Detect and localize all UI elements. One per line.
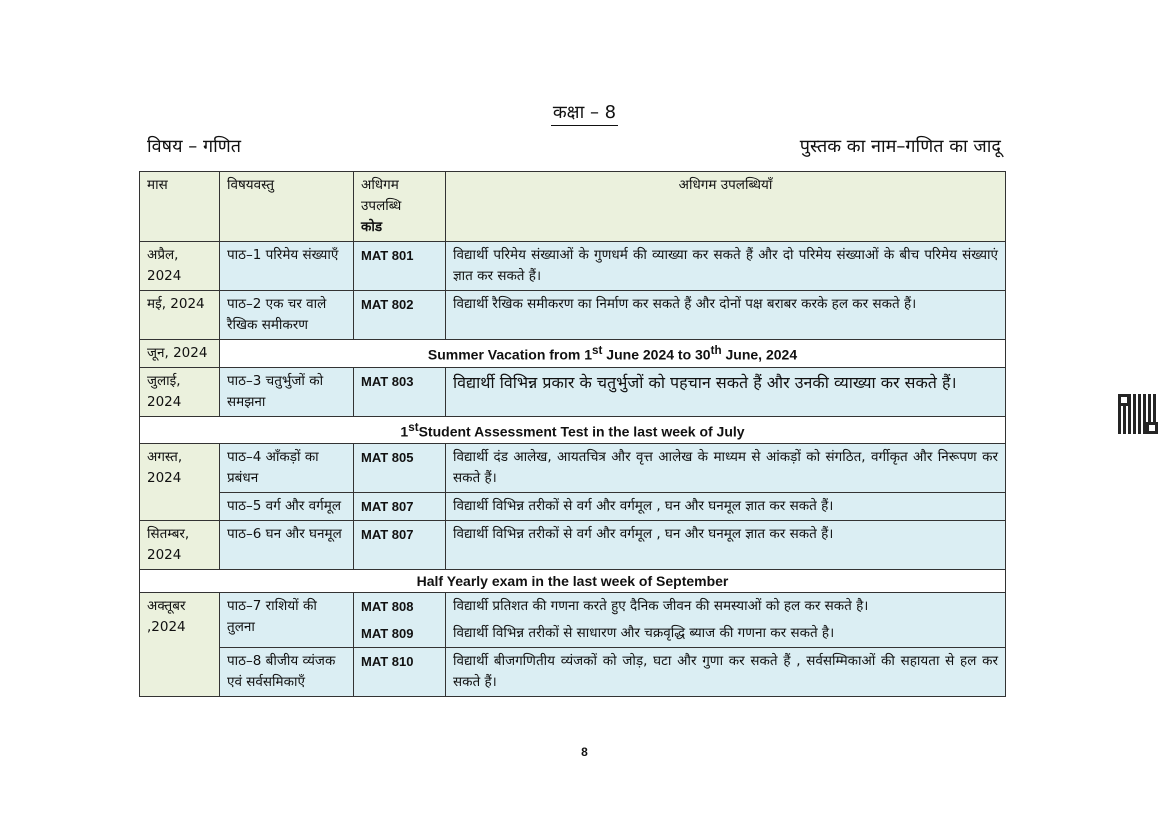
qr-code-icon <box>1118 394 1158 434</box>
month-cell: जुलाई, 2024 <box>140 368 220 417</box>
syllabus-table <box>139 171 1006 697</box>
code-cell: MAT 807 <box>354 520 446 569</box>
outcome-cell: विद्यार्थी प्रतिशत की गणना करते हुए दैनिक जीवन की समस्याओं को हल कर सकते है। विद्यार्थी विभिन्न तरीकों से साधारण और चक्रवृद्धि ब्याज की गणना कर सकते है। <box>446 592 1006 647</box>
book-name-label: पुस्तक का नाम–गणित का जादू <box>799 136 1001 157</box>
outcome-cell: विद्यार्थी दंड आलेख, आयतचित्र और वृत्त आलेख के माध्यम से आंकड़ों को संगठित, वर्गीकृत और निरूपण कर सकते हैं। <box>446 443 1006 492</box>
outcome-cell: विद्यार्थी परिमेय संख्याओं के गुणधर्म की व्याख्या कर सकते हैं और दो परिमेय संख्याओं के बीच परिमेय संख्याएं ज्ञात कर सकते हैं। <box>446 242 1006 291</box>
header-outcomes: अधिगम उपलब्धियाँ <box>446 172 1006 242</box>
table-row <box>140 569 1006 592</box>
code-cell: MAT 801 <box>354 242 446 291</box>
table-row <box>140 647 1006 696</box>
outcome-cell: विद्यार्थी बीजगणितीय व्यंजकों को जोड़, घटा और गुणा कर सकते हैं , सर्वसम्मिकाओं की सहायता से हल कर सकते हैं। <box>446 647 1006 696</box>
page-number: 8 <box>581 745 588 759</box>
content-cell: पाठ–2 एक चर वाले रैखिक समीकरण <box>220 291 354 340</box>
assessment-banner: 1stStudent Assessment Test in the last week of July <box>140 417 1006 444</box>
table-row <box>140 520 1006 569</box>
table-row <box>140 242 1006 291</box>
code-cell: MAT 802 <box>354 291 446 340</box>
table-row <box>140 291 1006 340</box>
header-content: विषयवस्तु <box>220 172 354 242</box>
header-month: मास <box>140 172 220 242</box>
table-row <box>140 340 1006 368</box>
content-cell: पाठ–1 परिमेय संख्याएँ <box>220 242 354 291</box>
class-title: कक्षा – 8 <box>0 100 1169 124</box>
table-header-row <box>140 172 1006 242</box>
half-yearly-banner: Half Yearly exam in the last week of September <box>140 569 1006 592</box>
month-cell: अगस्त, 2024 <box>140 443 220 520</box>
month-cell: मई, 2024 <box>140 291 220 340</box>
code-cell: MAT 805 <box>354 443 446 492</box>
content-cell: पाठ–3 चतुर्भुजों को समझना <box>220 368 354 417</box>
month-cell: अप्रैल, 2024 <box>140 242 220 291</box>
code-cell: MAT 803 <box>354 368 446 417</box>
table-row <box>140 592 1006 647</box>
subject-label: विषय – गणित <box>147 136 242 157</box>
table-row <box>140 492 1006 520</box>
content-cell: पाठ–6 घन और घनमूल <box>220 520 354 569</box>
month-cell: सितम्बर, 2024 <box>140 520 220 569</box>
summer-vacation-banner: Summer Vacation from 1st June 2024 to 30th June, 2024 <box>220 340 1006 368</box>
content-cell: पाठ–4 आँकड़ों का प्रबंधन <box>220 443 354 492</box>
table-row <box>140 417 1006 444</box>
content-cell: पाठ–5 वर्ग और वर्गमूल <box>220 492 354 520</box>
outcome-cell: विद्यार्थी विभिन्न तरीकों से वर्ग और वर्गमूल , घन और घनमूल ज्ञात कर सकते हैं। <box>446 492 1006 520</box>
month-cell: अक्तूबर ,2024 <box>140 592 220 696</box>
content-cell: पाठ–8 बीजीय व्यंजक एवं सर्वसमिकाएँ <box>220 647 354 696</box>
code-cell: MAT 810 <box>354 647 446 696</box>
outcome-cell: विद्यार्थी विभिन्न तरीकों से वर्ग और वर्गमूल , घन और घनमूल ज्ञात कर सकते हैं। <box>446 520 1006 569</box>
outcome-cell: विद्यार्थी विभिन्न प्रकार के चतुर्भुजों को पहचान सकते हैं और उनकी व्याख्या कर सकते हैं। <box>446 368 1006 417</box>
table-row <box>140 443 1006 492</box>
table-row <box>140 368 1006 417</box>
header-code: अधिगम उपलब्धि कोड <box>354 172 446 242</box>
code-cell: MAT 807 <box>354 492 446 520</box>
content-cell: पाठ–7 राशियों की तुलना <box>220 592 354 647</box>
code-cell: MAT 808 MAT 809 <box>354 592 446 647</box>
outcome-cell: विद्यार्थी रैखिक समीकरण का निर्माण कर सकते हैं और दोनों पक्ष बराबर करके हल कर सकते हैं। <box>446 291 1006 340</box>
month-cell: जून, 2024 <box>140 340 220 368</box>
